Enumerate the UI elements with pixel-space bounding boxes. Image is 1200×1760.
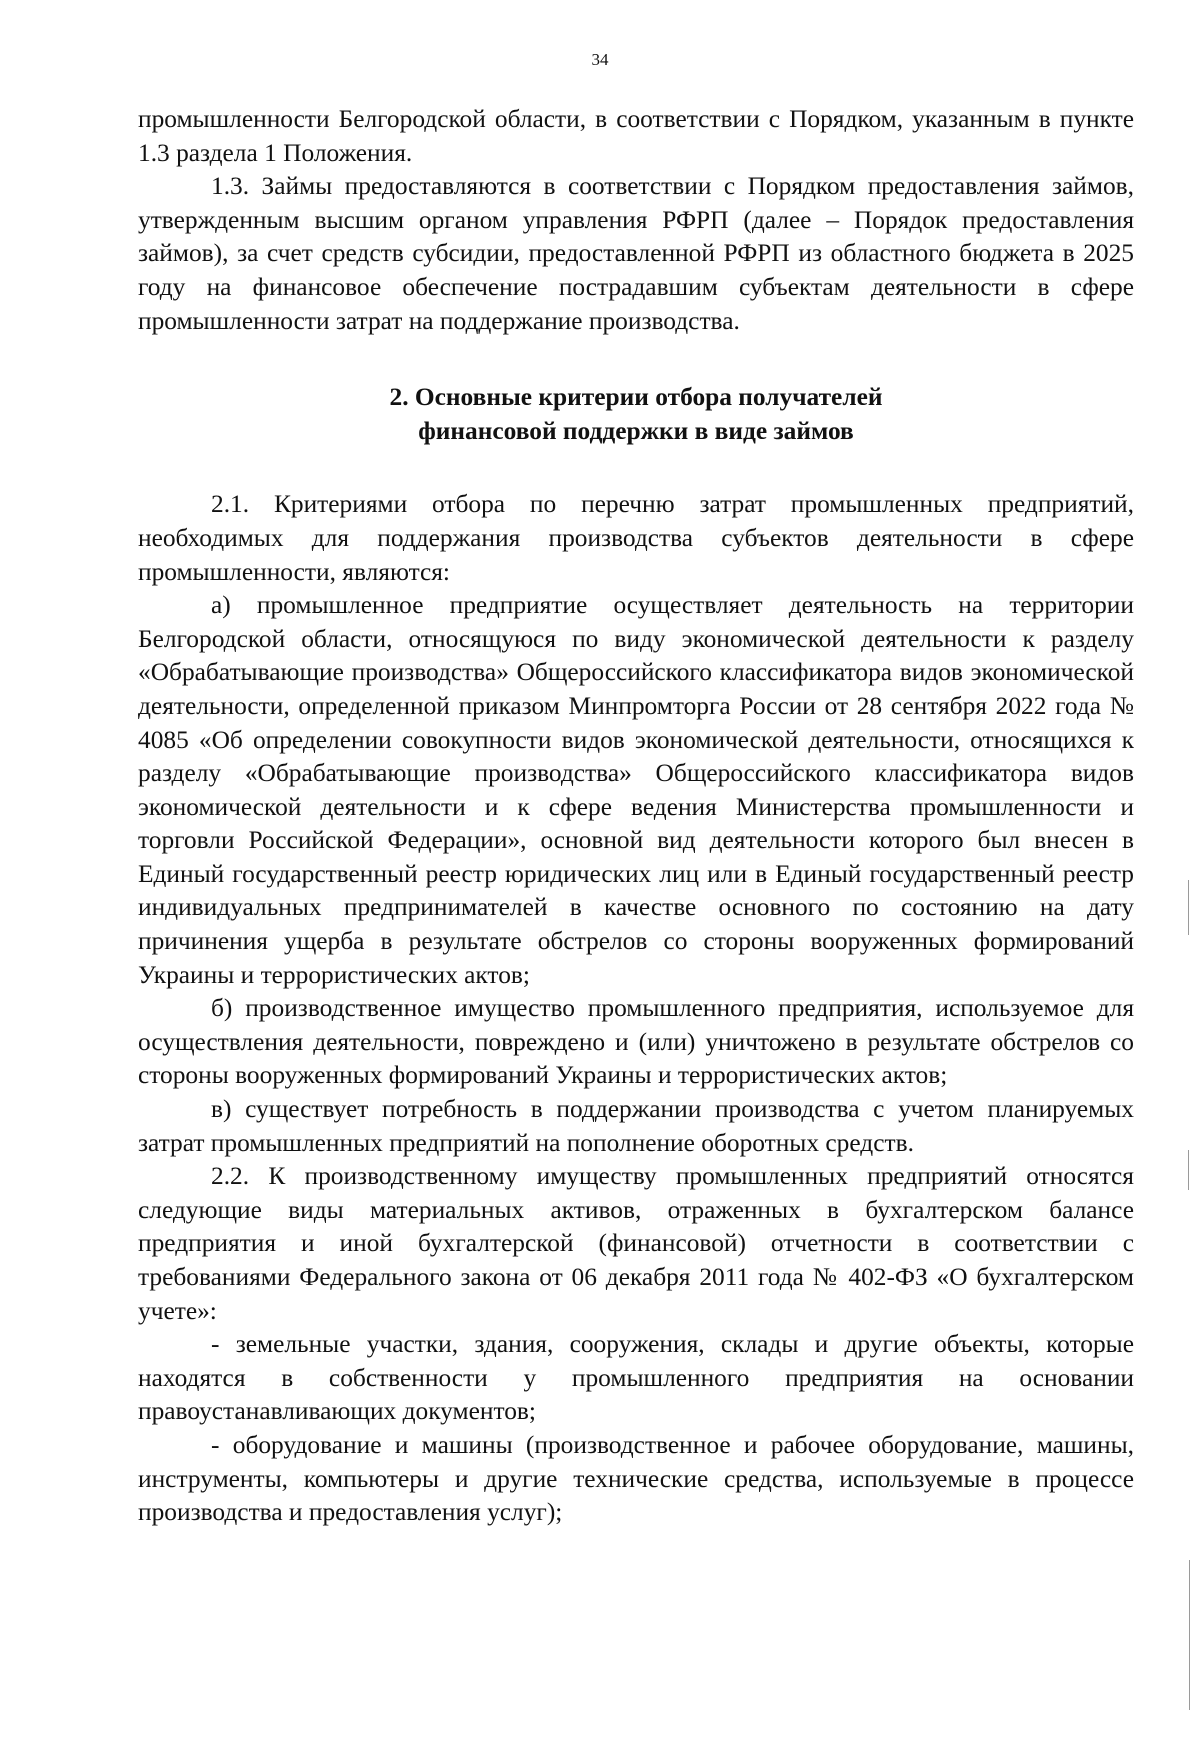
scan-artifact [1189, 1560, 1190, 1710]
page-number: 34 [591, 50, 609, 69]
scan-artifact [1188, 1150, 1189, 1190]
paragraph-criterion-b: б) производственное имущество промышленного предприятия, используемое для осуществления деятельности, повреждено и (или) уничтожено в результате обстрелов со стороны вооруженных формирований Украины и террористических актов; [138, 994, 1134, 1090]
paragraph-2-2: 2.2. К производственному имуществу промышленных предприятий относятся следующие виды материальных активов, отраженных в бухгалтерском балансе предприятия и иной бухгалтерской (финансовой) отчетности в соответствии с требованиями Федерального закона от 06 декабря 2011 года № 402-ФЗ «О бухгалтерском учете»: [138, 1162, 1134, 1325]
paragraph-1-3: 1.3. Займы предоставляются в соответствии с Порядком предоставления займов, утвержденным высшим органом управления РФРП (далее – Порядок предоставления займов), за счет средств субсидии, предоставленной РФРП из областного бюджета в 2025 году на финансовое обеспечение пострадавшим субъектам деятельности в сфере промышленности затрат на поддержание производства. [138, 172, 1134, 335]
list-item-land-buildings: - земельные участки, здания, сооружения, склады и другие объекты, которые находятся в собственности у промышленного предприятия на основании правоустанавливающих документов; [138, 1330, 1134, 1426]
section-heading [138, 381, 1134, 448]
paragraph-criterion-v: в) существует потребность в поддержании производства с учетом планируемых затрат промышленных предприятий на пополнение оборотных средств. [138, 1095, 1134, 1157]
document-body [138, 103, 1134, 1530]
section-heading-line-1: 2. Основные критерии отбора получателей [389, 383, 883, 412]
section-heading-line-2: финансовой поддержки в виде займов [418, 416, 854, 445]
list-item-equipment: - оборудование и машины (производственное и рабочее оборудование, машины, инструменты, компьютеры и другие технические средства, используемые в процессе производства и предоставления услуг); [138, 1430, 1134, 1527]
scan-artifact [1188, 880, 1189, 935]
paragraph-2-1: 2.1. Критериями отбора по перечню затрат промышленных предприятий, необходимых для поддержания производства субъектов деятельности в сфере промышленности, являются: [138, 490, 1134, 586]
paragraph-continuation: промышленности Белгородской области, в соответствии с Порядком, указанным в пункте 1.3 раздела 1 Положения. [138, 105, 1134, 167]
paragraph-criterion-a: а) промышленное предприятие осуществляет деятельность на территории Белгородской области, относящуюся по виду экономической деятельности к разделу «Обрабатывающие производства» Общероссийского классификатора видов экономической деятельности, определенной приказом Минпромторга России от 28 сентября 2022 года № 4085 «Об определении совокупности видов экономической деятельности, относящихся к разделу «Обрабатывающие производства» Общероссийского классификатора видов экономической деятельности и к сфере ведения Министерства промышленности и торговли Российской Федерации», основной вид деятельности которого был внесен в Единый государственный реестр юридических лиц или в Единый государственный реестр индивидуальных предпринимателей в качестве основного по состоянию на дату причинения ущерба в результате обстрелов со стороны вооруженных формирований Украины и террористических актов; [138, 591, 1134, 989]
